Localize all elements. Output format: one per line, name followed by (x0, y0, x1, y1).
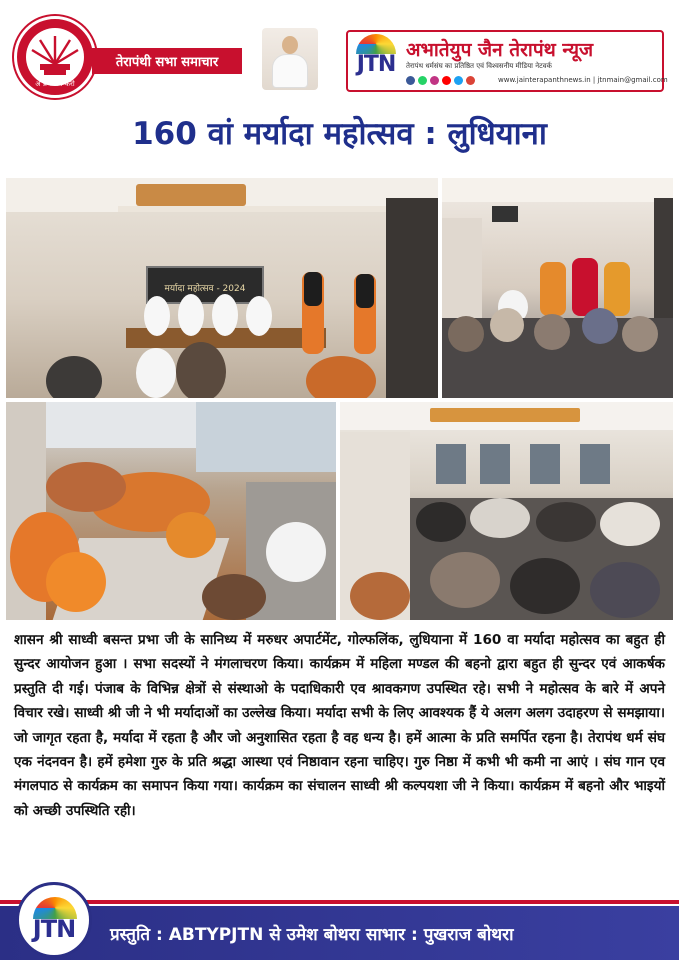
jtn-logo (352, 34, 400, 90)
article-body: शासन श्री साध्वी बसन्त प्रभा जी के सानिध्य में मरुधर अपार्टमेंट, गोल्फलिंक, लुधियाना में 160 वा मर्यादा महोत्सव का बहुत ही सुन्दर आयोजन हुआ । सभा सदस्यों ने मंगलाचरण किया। कार्यक्रम में महिला मण्डल की बहनो द्वारा बहुत ही सुन्दर एवं आकर्षक प्रस्तुति दी गई। पंजाब के विभिन्न क्षेत्रों से संस्थाओ के पदाधिकारी एव श्रावकगण उपस्थित रहे। सभी ने महोत्सव के बारे में अपने विचार रखे। साध्वी श्री जी ने भी मर्यादाओं का उल्लेख किया। मर्यादा सभी के लिए आवश्यक हैं ये अलग अलग उदाहरण से समझाया। जो जागृत रहता है, मर्यादा में रहता है और जो अनुशासित रहता है वह धन्य है। हमें आत्मा के प्रति समर्पित रहना है। तेरापंथ धर्म संघ एक नंदनवन है। हमें हमेशा गुरु के प्रति श्रद्धा आस्था एवं निष्ठावान रहना चाहिए। गुरु निष्ठा में कभी भी कमी ना आएं । संघ गान एव मंगलपाठ से कार्यक्रम का समापन किया गया। कार्यक्रम का संचालन साध्वी श्री कल्पयशा जी ने किया। कार्यक्रम में बहनो और भाइयों को अच्छी उपस्थिति रही। (14, 632, 665, 819)
sabha-news-tag: तेरापंथी सभा समाचार (92, 48, 242, 74)
facebook-icon[interactable] (406, 76, 415, 85)
brand-url[interactable]: www.jainterapanthnews.in | jtnmain@gmail.com (498, 76, 668, 84)
instagram-icon[interactable] (430, 76, 439, 85)
twitter-icon[interactable] (454, 76, 463, 85)
stage-banner-text: मर्यादा महोत्सव - 2024 (164, 284, 246, 294)
footer-divider (0, 900, 679, 904)
footer-credit: प्रस्तुति : ABTYPJTN से उमेश बोथरा साभार : पुखराज बोथरा (110, 924, 514, 945)
photo-collage (6, 178, 673, 620)
terapanth-sabha-logo (14, 16, 96, 98)
photo-cultural-performance (442, 178, 673, 398)
brand-subtitle: तेरापंथ धर्मसंघ का प्रतिष्ठित एवं विश्वसनीय मीडिया नेटवर्क (406, 62, 552, 70)
photo-stage-program (6, 178, 438, 398)
acharya-photo (262, 28, 318, 90)
youtube-icon[interactable] (442, 76, 451, 85)
google-plus-icon[interactable] (466, 76, 475, 85)
footer-logo-text: JTN (32, 915, 76, 943)
page-title: 160 वां मर्यादा महोत्सव : लुधियाना (132, 116, 547, 152)
logo-ring-text: अ प्रभ पथ करो (35, 80, 75, 88)
whatsapp-icon[interactable] (418, 76, 427, 85)
footer-jtn-logo (16, 882, 92, 958)
jtn-logo-text: JTN (356, 52, 396, 77)
photo-women-audience (6, 402, 336, 620)
logo-emblem-icon (26, 28, 84, 86)
photo-hall-audience (340, 402, 673, 620)
social-icons (406, 76, 475, 85)
jtn-brand-box (346, 30, 668, 92)
header (0, 0, 679, 110)
brand-title: अभातेयुप जैन तेरापंथ न्यूज (406, 39, 594, 61)
